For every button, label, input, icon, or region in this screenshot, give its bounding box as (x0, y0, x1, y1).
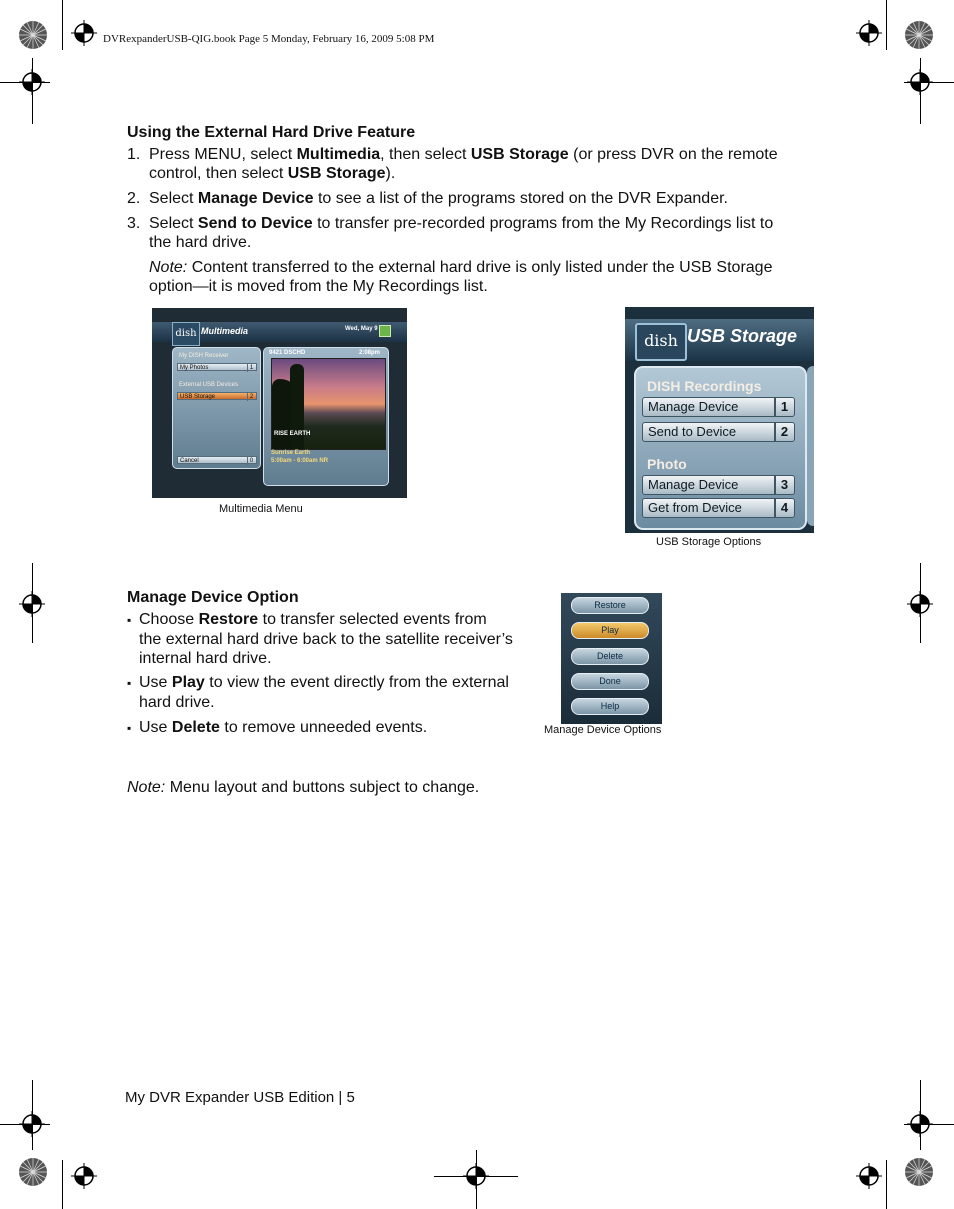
note-label: Note: (149, 259, 188, 276)
menu-options-panel (634, 366, 807, 530)
adjacent-panel-edge (807, 366, 814, 526)
step-text: the hard drive. (149, 234, 252, 251)
menu-item-send-to-device[interactable] (642, 422, 795, 442)
bullet-mark: ▪ (127, 613, 132, 627)
step-bold: USB Storage (470, 146, 569, 163)
bullet-mark: ▪ (127, 676, 132, 690)
registration-mark-icon (907, 69, 933, 95)
time-label: 2:08pm (359, 350, 381, 356)
step-text: Press MENU, select (149, 146, 297, 163)
menu-item-number: 3 (774, 476, 793, 494)
figure-caption: USB Storage Options (656, 536, 762, 548)
step-1 (127, 145, 847, 183)
photo-caption: RISE EARTH (274, 431, 311, 437)
crop-line (62, 1160, 63, 1209)
channel-label: 9421 DSCHD (269, 350, 306, 356)
preview-photo (271, 358, 386, 450)
step-bold: Send to Device (197, 215, 313, 232)
bullet-text: Use (139, 719, 172, 736)
multimedia-menu-screenshot (152, 308, 407, 498)
menu-item-number: 0 (247, 457, 255, 465)
menu-item-usb-storage[interactable] (177, 392, 257, 400)
note-text: Content transferred to the external hard drive is only listed under the USB Storage (187, 259, 773, 276)
play-button[interactable]: Play (571, 622, 649, 639)
bullet-delete (127, 718, 547, 738)
figure-caption: Multimedia Menu (219, 503, 303, 515)
note (149, 258, 849, 296)
step-text: (or press DVR on the remote (568, 146, 778, 163)
step-text: ). (385, 165, 396, 182)
crop-line (62, 0, 63, 50)
step-number: 3. (127, 215, 141, 232)
menu-item-number: 2 (774, 423, 793, 441)
crop-line (886, 1160, 887, 1209)
section-label: Photo (647, 456, 687, 472)
step-text: Select (149, 215, 198, 232)
menu-item-get-from-device[interactable] (642, 498, 795, 518)
registration-mark-icon (463, 1163, 489, 1189)
registration-mark-icon (71, 20, 97, 46)
registration-mark-icon (856, 20, 882, 46)
print-slug: DVRexpanderUSB-QIG.book Page 5 Monday, February 16, 2009 5:08 PM (103, 33, 435, 45)
bullet-mark: ▪ (127, 721, 132, 735)
note-text: option—it is moved from the My Recordings list. (149, 278, 488, 295)
menu-item-label: Send to Device (648, 424, 737, 439)
bullet-bold: Play (171, 674, 205, 691)
section-heading: Using the External Hard Drive Feature (127, 124, 416, 141)
registration-mark-icon (19, 591, 45, 617)
help-button[interactable]: Help (571, 698, 649, 715)
note-text: Menu layout and buttons subject to change. (165, 779, 480, 796)
registration-mark-icon (71, 1163, 97, 1189)
dish-logo: dish (172, 322, 200, 346)
menu-date: Wed, May 9 (345, 326, 378, 332)
menu-item-number: 4 (774, 499, 793, 517)
step-bold: Multimedia (296, 146, 381, 163)
bullet-text: Choose (139, 611, 199, 628)
program-title: Sunrise Earth (271, 450, 311, 456)
color-bar-star-icon (904, 20, 934, 50)
step-number: 1. (127, 146, 141, 163)
menu-title: Multimedia (201, 326, 249, 336)
menu-item-label: USB Storage (180, 394, 216, 400)
bullet-text: the external hard drive back to the satellite receiver’s (139, 631, 513, 648)
section-label: External USB Devices (179, 382, 239, 388)
color-bar-star-icon (904, 1157, 934, 1187)
section-label: DISH Recordings (647, 378, 762, 394)
step-number: 2. (127, 190, 141, 207)
menu-item-label: Manage Device (648, 477, 739, 492)
restore-button[interactable]: Restore (571, 597, 649, 614)
step-text: , then select (380, 146, 471, 163)
menu-item-number: 1 (774, 398, 793, 416)
program-time: 5:00am - 6:00am NR (271, 458, 329, 464)
bullet-play (127, 673, 547, 712)
color-bar-star-icon (18, 20, 48, 50)
step-text: to see a list of the programs stored on the DVR Expander. (313, 190, 728, 207)
page-footer: My DVR Expander USB Edition | 5 (125, 1089, 355, 1106)
step-3 (127, 214, 847, 252)
done-button[interactable]: Done (571, 673, 649, 690)
dish-logo: dish (635, 323, 687, 361)
section-heading: Manage Device Option (127, 589, 299, 606)
menu-item-number: 1 (247, 364, 255, 372)
crop-line (886, 0, 887, 50)
bullet-text: Use (139, 674, 172, 691)
bullet-bold: Delete (171, 719, 220, 736)
note-label: Note: (127, 779, 166, 796)
step-bold: Manage Device (197, 190, 314, 207)
registration-mark-icon (907, 591, 933, 617)
bullet-restore (127, 610, 547, 668)
menu-item-cancel[interactable] (177, 456, 257, 464)
bullet-text: to view the event directly from the external (204, 674, 509, 691)
menu-item-my-photos[interactable] (177, 363, 257, 371)
bullet-text: hard drive. (139, 694, 215, 711)
delete-button[interactable]: Delete (571, 648, 649, 665)
color-bar-star-icon (18, 1157, 48, 1187)
menu-options-panel (172, 347, 261, 469)
manage-device-screenshot (561, 593, 662, 724)
menu-item-label: Get from Device (648, 500, 742, 515)
usb-storage-screenshot (625, 307, 814, 533)
registration-mark-icon (19, 69, 45, 95)
menu-item-manage-device-photo[interactable] (642, 475, 795, 495)
final-note (127, 778, 827, 797)
menu-item-number: 2 (247, 393, 255, 401)
registration-mark-icon (19, 1111, 45, 1137)
menu-item-manage-device[interactable] (642, 397, 795, 417)
registration-mark-icon (856, 1163, 882, 1189)
step-bold: USB Storage (287, 165, 386, 182)
figure-caption: Manage Device Options (544, 724, 662, 736)
bullet-text: to transfer selected events from (258, 611, 487, 628)
calendar-icon (379, 325, 391, 337)
bullet-bold: Restore (198, 611, 259, 628)
menu-item-label: My Photos (180, 365, 209, 371)
menu-item-label: Manage Device (648, 399, 739, 414)
step-text: Select (149, 190, 198, 207)
menu-title: USB Storage (687, 326, 798, 346)
section-label: My DISH Receiver (179, 353, 229, 359)
step-text: control, then select (149, 165, 288, 182)
registration-mark-icon (907, 1111, 933, 1137)
menu-item-label: Cancel (180, 458, 199, 464)
step-2 (127, 189, 847, 208)
bullet-text: internal hard drive. (139, 650, 272, 667)
bullet-text: to remove unneeded events. (219, 719, 428, 736)
step-text: to transfer pre-recorded programs from the My Recordings list to (312, 215, 774, 232)
